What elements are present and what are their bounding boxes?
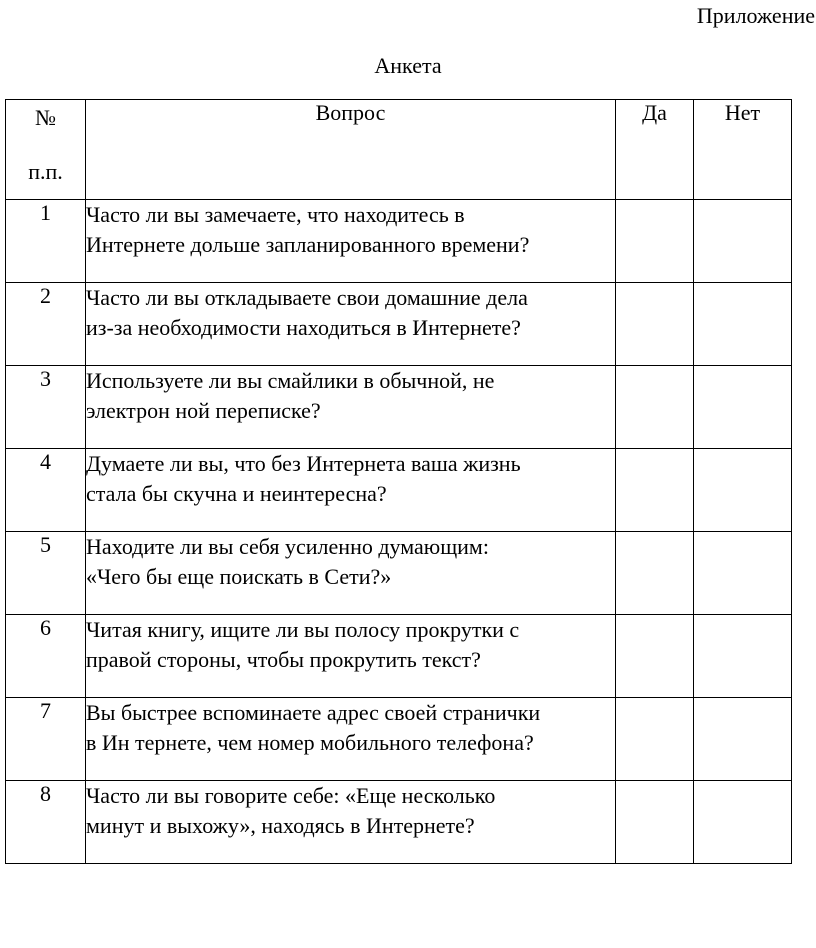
appendix-label: Приложение (696, 3, 815, 28)
yes-answer-cell[interactable] (616, 781, 694, 864)
question-text (86, 532, 616, 615)
yes-answer-cell[interactable] (616, 532, 694, 615)
table-row (6, 615, 792, 698)
no-answer-cell[interactable] (694, 698, 792, 781)
question-line: Интернете дольше запланированного времени? (86, 232, 530, 257)
survey-table (5, 99, 792, 864)
question-line: Используете ли вы смайлики в обычной, не (86, 368, 495, 393)
question-line: «Чего бы еще поискать в Сети?» (86, 564, 392, 589)
row-number: 7 (6, 698, 86, 781)
number-column-header (6, 100, 86, 200)
row-number: 2 (6, 283, 86, 366)
yes-answer-cell[interactable] (616, 449, 694, 532)
question-text (86, 615, 616, 698)
no-answer-cell[interactable] (694, 283, 792, 366)
question-line: минут и выхожу», находясь в Интернете? (86, 813, 475, 838)
table-row (6, 698, 792, 781)
yes-column-header: Да (616, 100, 694, 200)
yes-answer-cell[interactable] (616, 366, 694, 449)
question-line: Думаете ли вы, что без Интернета ваша жизнь (86, 451, 521, 476)
question-text (86, 200, 616, 283)
yes-answer-cell[interactable] (616, 698, 694, 781)
question-line: Читая книгу, ищите ли вы полосу прокрутки с (86, 617, 520, 642)
table-row (6, 449, 792, 532)
question-line: Часто ли вы замечаете, что находитесь в (86, 202, 465, 227)
question-line: электрон ной переписке? (86, 398, 321, 423)
question-text (86, 366, 616, 449)
number-abbreviation: п.п. (28, 159, 63, 184)
no-answer-cell[interactable] (694, 366, 792, 449)
table-row (6, 200, 792, 283)
no-answer-cell[interactable] (694, 781, 792, 864)
row-number: 8 (6, 781, 86, 864)
question-column-header: Вопрос (86, 100, 616, 200)
no-answer-cell[interactable] (694, 532, 792, 615)
row-number: 3 (6, 366, 86, 449)
table-header-row (6, 100, 792, 200)
question-line: в Ин тернете, чем номер мобильного телефона? (86, 730, 534, 755)
question-line: из-за необходимости находиться в Интернете? (86, 315, 521, 340)
question-text (86, 283, 616, 366)
table-row (6, 532, 792, 615)
question-line: Часто ли вы говорите себе: «Еще несколько (86, 783, 496, 808)
table-row (6, 781, 792, 864)
row-number: 6 (6, 615, 86, 698)
row-number: 4 (6, 449, 86, 532)
question-line: Вы быстрее вспоминаете адрес своей странички (86, 700, 541, 725)
question-text (86, 449, 616, 532)
no-answer-cell[interactable] (694, 200, 792, 283)
question-text (86, 781, 616, 864)
document-title: Анкета (374, 53, 442, 78)
row-number: 5 (6, 532, 86, 615)
yes-answer-cell[interactable] (616, 200, 694, 283)
no-column-header: Нет (694, 100, 792, 200)
table-row (6, 366, 792, 449)
question-text (86, 698, 616, 781)
row-number: 1 (6, 200, 86, 283)
table-row (6, 283, 792, 366)
yes-answer-cell[interactable] (616, 283, 694, 366)
yes-answer-cell[interactable] (616, 615, 694, 698)
question-line: Часто ли вы откладываете свои домашние дела (86, 285, 528, 310)
no-answer-cell[interactable] (694, 449, 792, 532)
question-line: правой стороны, чтобы прокрутить текст? (86, 647, 481, 672)
question-line: Находите ли вы себя усиленно думающим: (86, 534, 489, 559)
no-answer-cell[interactable] (694, 615, 792, 698)
number-symbol: № (35, 105, 56, 130)
question-line: стала бы скучна и неинтересна? (86, 481, 387, 506)
